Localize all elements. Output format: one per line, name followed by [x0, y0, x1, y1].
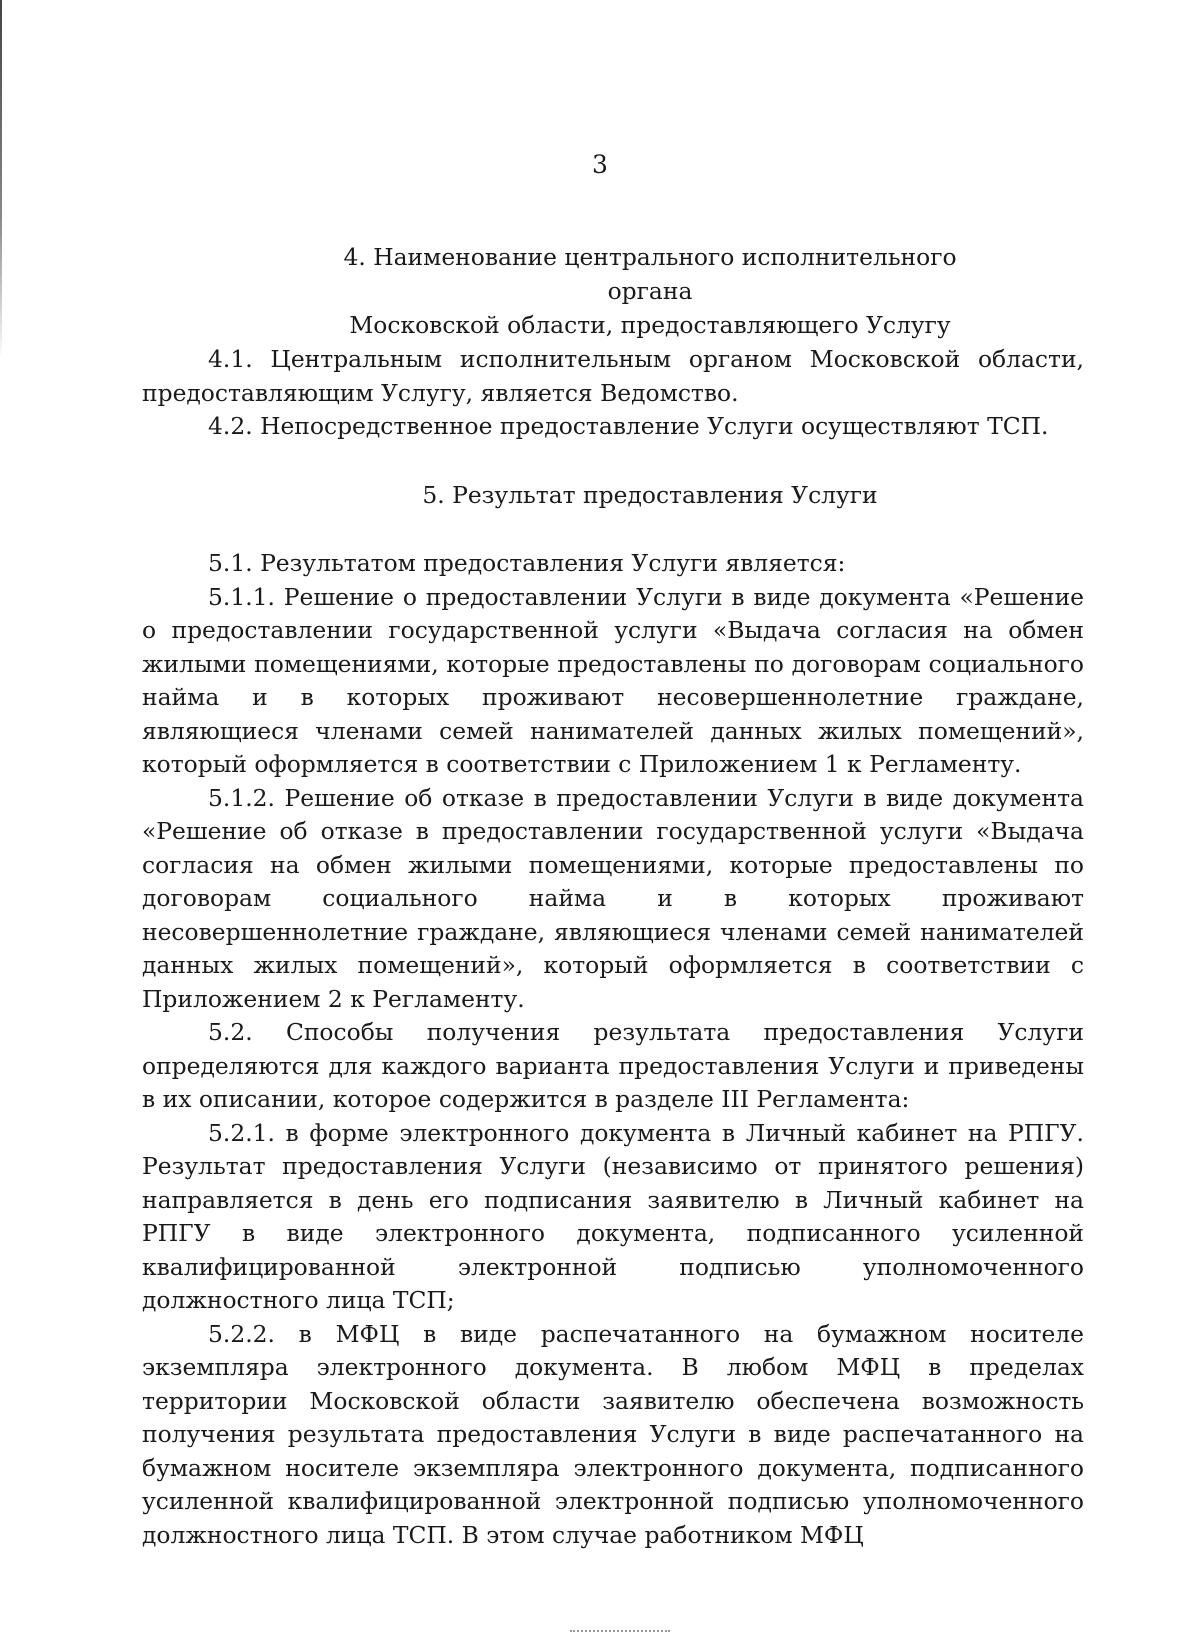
paragraph-5-2: 5.2. Способы получения результата предоставления Услуги определяются для каждого варианта предоставления Услуги и приведены в их описании, которое содержится в разделе III Регламента: [142, 1018, 1084, 1113]
paragraph-5-1-2: 5.1.2. Решение об отказе в предоставлении Услуги в виде документа «Решение об отказе в предоставлении государственной услуги «Выдача согласия на обмен жилыми помещениями, которые предоставлены по договорам социального найма и в которых проживают несовершеннолетние граждане, являющиеся членами семей нанимателей данных жилых помещений», который оформляется в соответствии с Приложением 2 к Регламенту. [142, 783, 1084, 1013]
paragraph-5-1-1: 5.1.1. Решение о предоставлении Услуги в виде документа «Решение о предоставлении государственной услуги «Выдача согласия на обмен жилыми помещениями, которые предоставлены по договорам социального найма и в которых проживают несовершеннолетние граждане, являющиеся членами семей нанимателей данных жилых помещений», который оформляется в соответствии с Приложением 1 к Регламенту. [142, 582, 1084, 778]
scan-artifact [570, 1630, 670, 1635]
paragraph-5-2-1: 5.2.1. в форме электронного документа в Личный кабинет на РПГУ. Результат предоставления Услуги (независимо от принятого решения) направляется в день его подписания заявителю в Личный кабинет на РПГУ в виде электронного документа, подписанного усиленной квалифицированной электронной подписью уполномоченного должностного лица ТСП; [142, 1118, 1084, 1314]
section-4-heading-line-2: Московской области, предоставляющего Услугу [349, 311, 951, 339]
scan-edge [0, 0, 2, 360]
section-4-body [142, 343, 1084, 444]
paragraph-4-2: 4.2. Непосредственное предоставление Услуги осуществляют ТСП. [208, 412, 1049, 440]
page-number: 3 [592, 150, 608, 179]
section-5-heading: 5. Результат предоставления Услуги [422, 481, 878, 509]
section-5-body [142, 547, 1084, 1552]
paragraph-5-2-2: 5.2.2. в МФЦ в виде распечатанного на бумажном носителе экземпляра электронного документа. В любом МФЦ в пределах территории Московской области заявителю обеспечена возможность получения результата предоставления Услуги в виде распечатанного на бумажном носителе экземпляра электронного документа, подписанного усиленной квалифицированной электронной подписью уполномоченного должностного лица ТСП. В этом случае работником МФЦ [142, 1319, 1084, 1549]
section-4-heading-line-1: 4. Наименование центрального исполнительного органа [343, 243, 957, 305]
paragraph-4-1: 4.1. Центральным исполнительным органом Московской области, предоставляющим Услугу, является Ведомство. [142, 345, 1084, 407]
paragraph-5-1: 5.1. Результатом предоставления Услуги является: [208, 549, 846, 577]
section-4-heading [300, 240, 1000, 342]
